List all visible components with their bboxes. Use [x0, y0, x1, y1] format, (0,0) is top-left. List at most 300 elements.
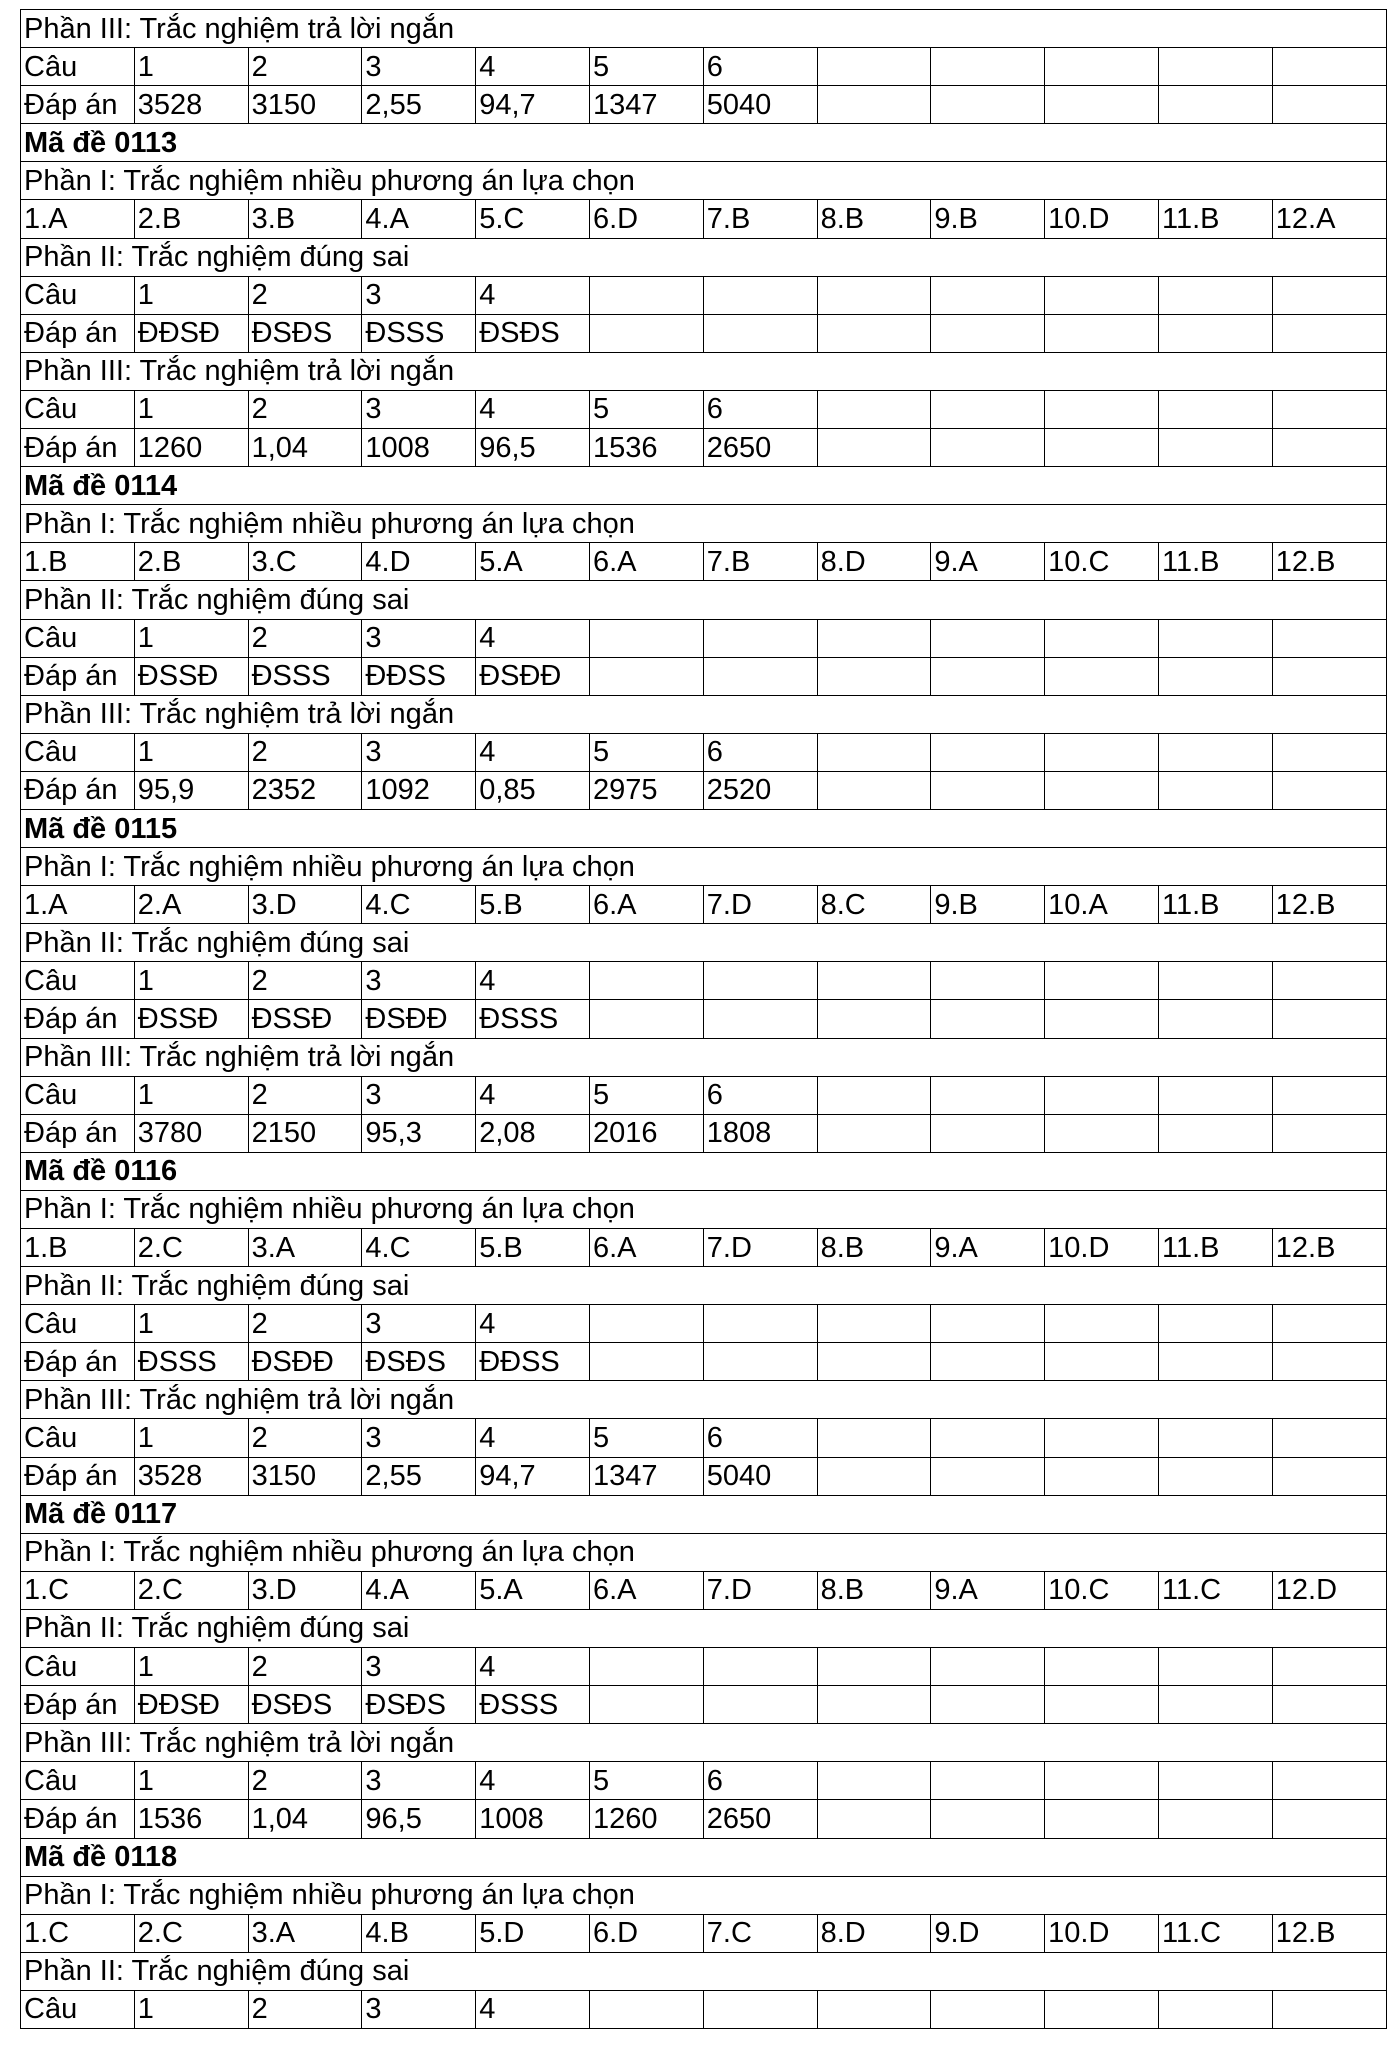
table-cell: [817, 1076, 931, 1114]
table-cell: 2: [248, 276, 362, 314]
table-cell: [931, 1457, 1045, 1495]
table-cell: [1158, 1800, 1272, 1838]
table-cell: Đáp án: [21, 1114, 135, 1152]
table-cell: 8.B: [817, 200, 931, 238]
table-cell: [1045, 1686, 1159, 1724]
table-cell: 5: [589, 1076, 703, 1114]
table-cell: [1045, 619, 1159, 657]
table-cell: 2: [248, 390, 362, 428]
table-cell: [1272, 962, 1386, 1000]
table-cell: 3528: [134, 1457, 248, 1495]
table-cell: 3.D: [248, 886, 362, 924]
table-cell: 4: [476, 1419, 590, 1457]
table-cell: 1.C: [21, 1914, 135, 1952]
table-cell: 2: [248, 1305, 362, 1343]
table-cell: 1.B: [21, 1229, 135, 1267]
table-cell: [1158, 390, 1272, 428]
section-heading: Phần III: Trắc nghiệm trả lời ngắn: [21, 1724, 1387, 1762]
section-heading-row: [21, 1038, 1387, 1076]
exam-code-heading: Mã đề 0116: [21, 1152, 1387, 1190]
table-cell: 3.C: [248, 543, 362, 581]
table-cell: [589, 962, 703, 1000]
table-cell: 5.A: [476, 1571, 590, 1609]
table-cell: [1158, 771, 1272, 809]
answer-key-body: [21, 10, 1387, 2029]
table-cell: 7.C: [703, 1914, 817, 1952]
table-cell: [931, 1305, 1045, 1343]
table-cell: [817, 429, 931, 467]
table-cell: 6: [703, 48, 817, 86]
table-cell: 1,04: [248, 429, 362, 467]
table-cell: [1045, 1419, 1159, 1457]
table-cell: 8.D: [817, 543, 931, 581]
table-cell: 2: [248, 962, 362, 1000]
table-cell: 1.C: [21, 1571, 135, 1609]
table-cell: [931, 1419, 1045, 1457]
table-cell: ĐSSS: [476, 1686, 590, 1724]
table-cell: 6: [703, 1419, 817, 1457]
table-cell: [589, 1686, 703, 1724]
table-cell: 5.D: [476, 1914, 590, 1952]
table-cell: ĐSSĐ: [248, 1000, 362, 1038]
table-cell: Câu: [21, 619, 135, 657]
section-heading-row: [21, 848, 1387, 886]
table-cell: 12.B: [1272, 1914, 1386, 1952]
table-cell: 6: [703, 733, 817, 771]
table-cell: 2: [248, 1762, 362, 1800]
table-cell: 96,5: [362, 1800, 476, 1838]
table-cell: [1045, 1800, 1159, 1838]
table-cell: 2520: [703, 771, 817, 809]
table-cell: 95,9: [134, 771, 248, 809]
table-cell: ĐSSS: [362, 314, 476, 352]
table-cell: [589, 314, 703, 352]
table-cell: [1272, 657, 1386, 695]
table-cell: Câu: [21, 276, 135, 314]
table-cell: [703, 276, 817, 314]
table-cell: [1158, 1343, 1272, 1381]
table-cell: 1.A: [21, 200, 135, 238]
table-cell: 1260: [134, 429, 248, 467]
table-cell: 1: [134, 276, 248, 314]
table-cell: [1158, 1419, 1272, 1457]
table-cell: [817, 1762, 931, 1800]
exam-code-heading: Mã đề 0113: [21, 124, 1387, 162]
table-cell: [1272, 1000, 1386, 1038]
table-cell: [1272, 1990, 1386, 2028]
table-cell: 3: [362, 1990, 476, 2028]
table-row: [21, 771, 1387, 809]
table-cell: [1272, 1762, 1386, 1800]
table-cell: 12.B: [1272, 1229, 1386, 1267]
section-heading-row: [21, 581, 1387, 619]
table-cell: [931, 48, 1045, 86]
table-cell: [1272, 276, 1386, 314]
table-row: [21, 962, 1387, 1000]
table-cell: [1158, 276, 1272, 314]
table-cell: Câu: [21, 733, 135, 771]
table-cell: [1158, 1114, 1272, 1152]
table-cell: [817, 733, 931, 771]
section-heading-row: [21, 1876, 1387, 1914]
table-cell: 4.D: [362, 543, 476, 581]
table-cell: 11.B: [1158, 886, 1272, 924]
table-cell: 96,5: [476, 429, 590, 467]
table-cell: 4.C: [362, 886, 476, 924]
table-row: [21, 48, 1387, 86]
section-heading: Phần II: Trắc nghiệm đúng sai: [21, 1952, 1387, 1990]
table-cell: [817, 962, 931, 1000]
table-cell: 4: [476, 619, 590, 657]
table-cell: 1092: [362, 771, 476, 809]
table-cell: 5: [589, 48, 703, 86]
table-cell: [703, 1648, 817, 1686]
table-cell: [1158, 1076, 1272, 1114]
table-cell: 4: [476, 1648, 590, 1686]
table-cell: [931, 657, 1045, 695]
table-cell: [1045, 1343, 1159, 1381]
exam-code-row: [21, 124, 1387, 162]
table-cell: 7.B: [703, 543, 817, 581]
table-cell: 8.D: [817, 1914, 931, 1952]
table-cell: 1347: [589, 1457, 703, 1495]
table-cell: [589, 657, 703, 695]
table-cell: 3: [362, 962, 476, 1000]
table-cell: 2: [248, 1990, 362, 2028]
table-cell: 3528: [134, 86, 248, 124]
table-cell: 2352: [248, 771, 362, 809]
section-heading: Phần I: Trắc nghiệm nhiều phương án lựa chọn: [21, 848, 1387, 886]
table-cell: 10.D: [1045, 200, 1159, 238]
table-cell: 2: [248, 733, 362, 771]
table-row: [21, 200, 1387, 238]
table-row: [21, 1076, 1387, 1114]
table-cell: [817, 86, 931, 124]
table-cell: 3: [362, 276, 476, 314]
table-cell: [931, 1648, 1045, 1686]
table-cell: 12.A: [1272, 200, 1386, 238]
table-cell: ĐSSS: [476, 1000, 590, 1038]
table-cell: [1045, 86, 1159, 124]
table-cell: 2,55: [362, 1457, 476, 1495]
section-heading: Phần III: Trắc nghiệm trả lời ngắn: [21, 695, 1387, 733]
table-cell: 2016: [589, 1114, 703, 1152]
table-cell: [1158, 48, 1272, 86]
section-heading: Phần II: Trắc nghiệm đúng sai: [21, 924, 1387, 962]
table-cell: 4.C: [362, 1229, 476, 1267]
table-cell: [817, 1305, 931, 1343]
table-cell: 1: [134, 733, 248, 771]
section-heading: Phần III: Trắc nghiệm trả lời ngắn: [21, 1038, 1387, 1076]
table-cell: [1158, 314, 1272, 352]
table-row: [21, 1571, 1387, 1609]
table-cell: 3: [362, 1419, 476, 1457]
table-row: [21, 1762, 1387, 1800]
table-cell: 1536: [134, 1800, 248, 1838]
section-heading-row: [21, 1724, 1387, 1762]
table-cell: 2: [248, 1419, 362, 1457]
exam-code-heading: Mã đề 0115: [21, 809, 1387, 847]
table-cell: 0,85: [476, 771, 590, 809]
table-cell: 4: [476, 733, 590, 771]
table-cell: 2: [248, 1076, 362, 1114]
table-cell: 3780: [134, 1114, 248, 1152]
table-cell: ĐSĐS: [476, 314, 590, 352]
section-heading: Phần II: Trắc nghiệm đúng sai: [21, 1609, 1387, 1647]
table-cell: [1272, 1648, 1386, 1686]
table-cell: 3: [362, 1305, 476, 1343]
section-heading-row: [21, 1190, 1387, 1228]
table-cell: [1272, 1343, 1386, 1381]
table-cell: [1045, 1648, 1159, 1686]
table-cell: [817, 657, 931, 695]
table-cell: 6: [703, 1076, 817, 1114]
table-cell: [1158, 1305, 1272, 1343]
table-cell: [1158, 619, 1272, 657]
table-cell: [817, 1457, 931, 1495]
table-cell: 3150: [248, 86, 362, 124]
table-cell: 7.D: [703, 1571, 817, 1609]
table-cell: 95,3: [362, 1114, 476, 1152]
section-heading-row: [21, 1533, 1387, 1571]
table-cell: 2.C: [134, 1914, 248, 1952]
table-cell: Đáp án: [21, 429, 135, 467]
table-cell: 5: [589, 390, 703, 428]
table-row: [21, 543, 1387, 581]
table-cell: ĐSĐS: [248, 314, 362, 352]
table-cell: 9.A: [931, 543, 1045, 581]
table-cell: ĐSSS: [248, 657, 362, 695]
table-cell: [1272, 1114, 1386, 1152]
table-cell: 11.C: [1158, 1571, 1272, 1609]
table-cell: 10.D: [1045, 1914, 1159, 1952]
table-cell: [931, 733, 1045, 771]
table-cell: [1272, 390, 1386, 428]
table-cell: 4: [476, 390, 590, 428]
table-cell: [931, 1990, 1045, 2028]
table-cell: 7.D: [703, 886, 817, 924]
table-cell: Đáp án: [21, 1686, 135, 1724]
table-cell: [1045, 1305, 1159, 1343]
table-cell: [1272, 619, 1386, 657]
table-cell: 3.B: [248, 200, 362, 238]
table-cell: 5.A: [476, 543, 590, 581]
section-heading: Phần I: Trắc nghiệm nhiều phương án lựa chọn: [21, 1190, 1387, 1228]
table-cell: [1045, 314, 1159, 352]
table-cell: ĐĐSS: [476, 1343, 590, 1381]
table-cell: Câu: [21, 1990, 135, 2028]
table-cell: [931, 1000, 1045, 1038]
table-cell: 3150: [248, 1457, 362, 1495]
table-cell: [1158, 1000, 1272, 1038]
table-cell: 12.D: [1272, 1571, 1386, 1609]
table-cell: 11.B: [1158, 1229, 1272, 1267]
table-cell: 9.A: [931, 1571, 1045, 1609]
table-cell: Đáp án: [21, 657, 135, 695]
table-cell: [931, 390, 1045, 428]
table-cell: ĐSĐĐ: [248, 1343, 362, 1381]
table-cell: 11.B: [1158, 200, 1272, 238]
table-cell: 6.D: [589, 200, 703, 238]
table-cell: 10.A: [1045, 886, 1159, 924]
section-heading-row: [21, 1952, 1387, 1990]
table-row: [21, 1648, 1387, 1686]
exam-code-heading: Mã đề 0118: [21, 1838, 1387, 1876]
section-heading: Phần III: Trắc nghiệm trả lời ngắn: [21, 352, 1387, 390]
table-cell: 4: [476, 962, 590, 1000]
table-cell: [817, 1000, 931, 1038]
table-cell: 5: [589, 1762, 703, 1800]
table-cell: [589, 619, 703, 657]
table-cell: 2.B: [134, 200, 248, 238]
section-heading: Phần I: Trắc nghiệm nhiều phương án lựa chọn: [21, 505, 1387, 543]
table-cell: [1045, 1762, 1159, 1800]
table-cell: 1: [134, 390, 248, 428]
table-cell: 1: [134, 962, 248, 1000]
answer-key-table: [20, 9, 1387, 2029]
table-cell: 4: [476, 1762, 590, 1800]
table-cell: 94,7: [476, 86, 590, 124]
table-cell: 11.C: [1158, 1914, 1272, 1952]
table-cell: 4.B: [362, 1914, 476, 1952]
table-cell: Đáp án: [21, 314, 135, 352]
table-cell: [703, 619, 817, 657]
table-cell: 2.C: [134, 1229, 248, 1267]
table-cell: 6: [703, 1762, 817, 1800]
table-cell: Câu: [21, 1419, 135, 1457]
table-cell: ĐSSĐ: [134, 657, 248, 695]
table-cell: 2150: [248, 1114, 362, 1152]
table-cell: ĐSĐĐ: [362, 1000, 476, 1038]
table-cell: [1158, 1648, 1272, 1686]
section-heading-row: [21, 1609, 1387, 1647]
exam-code-heading: Mã đề 0117: [21, 1495, 1387, 1533]
table-cell: [703, 1686, 817, 1724]
table-cell: 8.B: [817, 1571, 931, 1609]
table-cell: 3.A: [248, 1914, 362, 1952]
table-cell: 1347: [589, 86, 703, 124]
exam-code-heading: Mã đề 0114: [21, 467, 1387, 505]
table-cell: Đáp án: [21, 771, 135, 809]
table-cell: Câu: [21, 1648, 135, 1686]
table-cell: 2650: [703, 429, 817, 467]
table-cell: [1158, 1457, 1272, 1495]
table-cell: [703, 1990, 817, 2028]
table-cell: 2.A: [134, 886, 248, 924]
table-cell: 1,04: [248, 1800, 362, 1838]
table-row: [21, 276, 1387, 314]
section-heading: Phần I: Trắc nghiệm nhiều phương án lựa chọn: [21, 1533, 1387, 1571]
table-cell: [589, 1343, 703, 1381]
table-cell: [589, 1305, 703, 1343]
table-cell: 9.B: [931, 886, 1045, 924]
table-cell: 1008: [476, 1800, 590, 1838]
table-cell: [931, 619, 1045, 657]
table-cell: 10.C: [1045, 1571, 1159, 1609]
table-cell: [1272, 1419, 1386, 1457]
table-cell: 6: [703, 390, 817, 428]
table-cell: [1272, 48, 1386, 86]
table-cell: Câu: [21, 48, 135, 86]
table-cell: [817, 1648, 931, 1686]
table-cell: [1158, 962, 1272, 1000]
table-cell: 6.A: [589, 543, 703, 581]
table-cell: 2650: [703, 1800, 817, 1838]
table-cell: 3.D: [248, 1571, 362, 1609]
table-cell: [1272, 1076, 1386, 1114]
table-cell: [589, 1000, 703, 1038]
table-row: [21, 1114, 1387, 1152]
table-cell: [931, 86, 1045, 124]
table-cell: 9.A: [931, 1229, 1045, 1267]
table-row: [21, 1229, 1387, 1267]
table-cell: 6.A: [589, 1571, 703, 1609]
table-cell: [1045, 1114, 1159, 1152]
table-cell: 12.B: [1272, 886, 1386, 924]
table-cell: ĐĐSĐ: [134, 1686, 248, 1724]
table-cell: ĐĐSS: [362, 657, 476, 695]
table-cell: [1045, 1990, 1159, 2028]
table-cell: [931, 771, 1045, 809]
table-cell: [817, 314, 931, 352]
table-row: [21, 314, 1387, 352]
table-cell: 11.B: [1158, 543, 1272, 581]
table-cell: 3: [362, 733, 476, 771]
table-row: [21, 1343, 1387, 1381]
table-row: [21, 390, 1387, 428]
exam-code-row: [21, 809, 1387, 847]
table-cell: 1: [134, 619, 248, 657]
table-cell: 1808: [703, 1114, 817, 1152]
table-cell: 1: [134, 1305, 248, 1343]
table-cell: 3: [362, 48, 476, 86]
table-cell: Câu: [21, 1305, 135, 1343]
table-cell: 2: [248, 619, 362, 657]
section-heading-row: [21, 162, 1387, 200]
table-cell: 94,7: [476, 1457, 590, 1495]
section-heading: Phần I: Trắc nghiệm nhiều phương án lựa chọn: [21, 1876, 1387, 1914]
table-cell: 1260: [589, 1800, 703, 1838]
table-cell: 4: [476, 1076, 590, 1114]
section-heading: Phần III: Trắc nghiệm trả lời ngắn: [21, 10, 1387, 48]
table-cell: [589, 1990, 703, 2028]
table-cell: [1272, 1800, 1386, 1838]
table-cell: [1045, 1000, 1159, 1038]
table-cell: 2,55: [362, 86, 476, 124]
section-heading-row: [21, 505, 1387, 543]
table-cell: 4: [476, 1305, 590, 1343]
table-cell: [1272, 1457, 1386, 1495]
table-row: [21, 733, 1387, 771]
table-cell: 5: [589, 733, 703, 771]
table-cell: 2975: [589, 771, 703, 809]
table-cell: [1045, 733, 1159, 771]
table-cell: 1536: [589, 429, 703, 467]
table-cell: 1: [134, 1762, 248, 1800]
section-heading: Phần II: Trắc nghiệm đúng sai: [21, 581, 1387, 619]
table-cell: Câu: [21, 390, 135, 428]
table-cell: ĐSĐS: [362, 1343, 476, 1381]
table-cell: [1045, 962, 1159, 1000]
table-cell: 10.D: [1045, 1229, 1159, 1267]
table-cell: 9.D: [931, 1914, 1045, 1952]
section-heading-row: [21, 352, 1387, 390]
table-cell: ĐSSĐ: [134, 1000, 248, 1038]
table-cell: 6.A: [589, 1229, 703, 1267]
table-cell: 2,08: [476, 1114, 590, 1152]
table-cell: 7.D: [703, 1229, 817, 1267]
table-cell: [931, 1114, 1045, 1152]
